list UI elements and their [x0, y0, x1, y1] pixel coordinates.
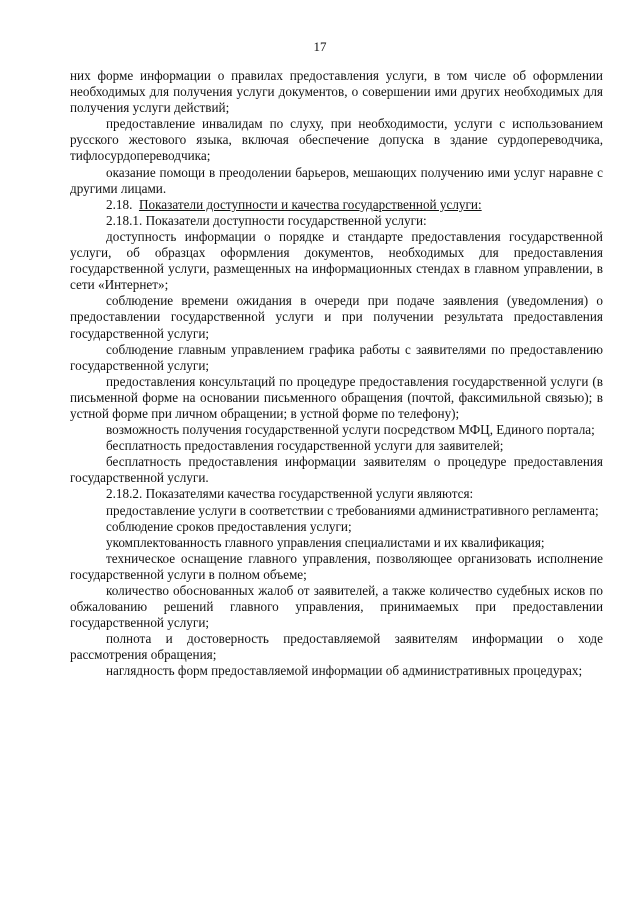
section-title: Показатели доступности и качества государственной услуги:: [138, 196, 482, 212]
section-heading: [70, 197, 603, 213]
paragraph: 2.18.2. Показателями качества государственной услуги являются:: [106, 486, 474, 502]
paragraph: бесплатность предоставления информации заявителям о процедуре предоставления государственной услуги.: [70, 454, 603, 486]
document-body: [70, 68, 603, 680]
paragraph: соблюдение времени ожидания в очереди при подаче заявления (уведомления) о предоставлении государственной услуги и при получении результата предоставления государственной услуги;: [70, 293, 603, 341]
paragraph: наглядность форм предоставляемой информации об административных процедурах;: [106, 663, 583, 679]
page-number: 17: [313, 39, 327, 54]
paragraph: них форме информации о правилах предоставления услуги, в том числе об оформлении необходимых для получения услуги документов, о совершении ими других необходимых для получения услуги действий;: [70, 68, 603, 116]
paragraph: укомплектованность главного управления специалистами и их квалификация;: [106, 534, 545, 550]
paragraph: полнота и достоверность предоставляемой заявителям информации о ходе рассмотрения обращения;: [70, 631, 603, 663]
paragraph: соблюдение главным управлением графика работы с заявителями по предоставлению государственной услуги;: [70, 341, 603, 373]
paragraph: 2.18.1. Показатели доступности государственной услуги:: [106, 212, 427, 228]
paragraph: техническое оснащение главного управления, позволяющее организовать исполнение государственной услуги в полном объеме;: [70, 550, 603, 582]
paragraph: количество обоснованных жалоб от заявителей, а также количество судебных исков по обжалованию решений главного управления, принимаемых при предоставлении государственной услуги;: [70, 583, 603, 631]
paragraph: предоставление услуги в соответствии с требованиями административного регламента;: [106, 502, 599, 518]
paragraph: соблюдение сроков предоставления услуги;: [106, 518, 352, 534]
paragraph: предоставления консультаций по процедуре предоставления государственной услуги (в письменной форме на основании письменного обращения (почтой, факсимильной связью); в устной форме при личном обращении; в устной форме по телефону);: [70, 373, 603, 421]
paragraph: доступность информации о порядке и стандарте предоставления государственной услуги, об образцах оформления документов, необходимых для предоставления государственной услуги, размещенных на информационных стендах в главном управлении, в сети «Интернет»;: [70, 228, 603, 293]
paragraph: возможность получения государственной услуги посредством МФЦ, Единого портала;: [106, 422, 595, 438]
paragraph: бесплатность предоставления государственной услуги для заявителей;: [106, 438, 504, 454]
section-number: 2.18.: [106, 196, 133, 212]
paragraph: предоставление инвалидам по слуху, при необходимости, услуги с использованием русского жестового языка, включая обеспечение допуска в здание сурдопереводчика, тифлосурдопереводчика;: [70, 116, 603, 164]
paragraph: оказание помощи в преодолении барьеров, мешающих получению ими услуг наравне с другими лицами.: [70, 164, 603, 196]
